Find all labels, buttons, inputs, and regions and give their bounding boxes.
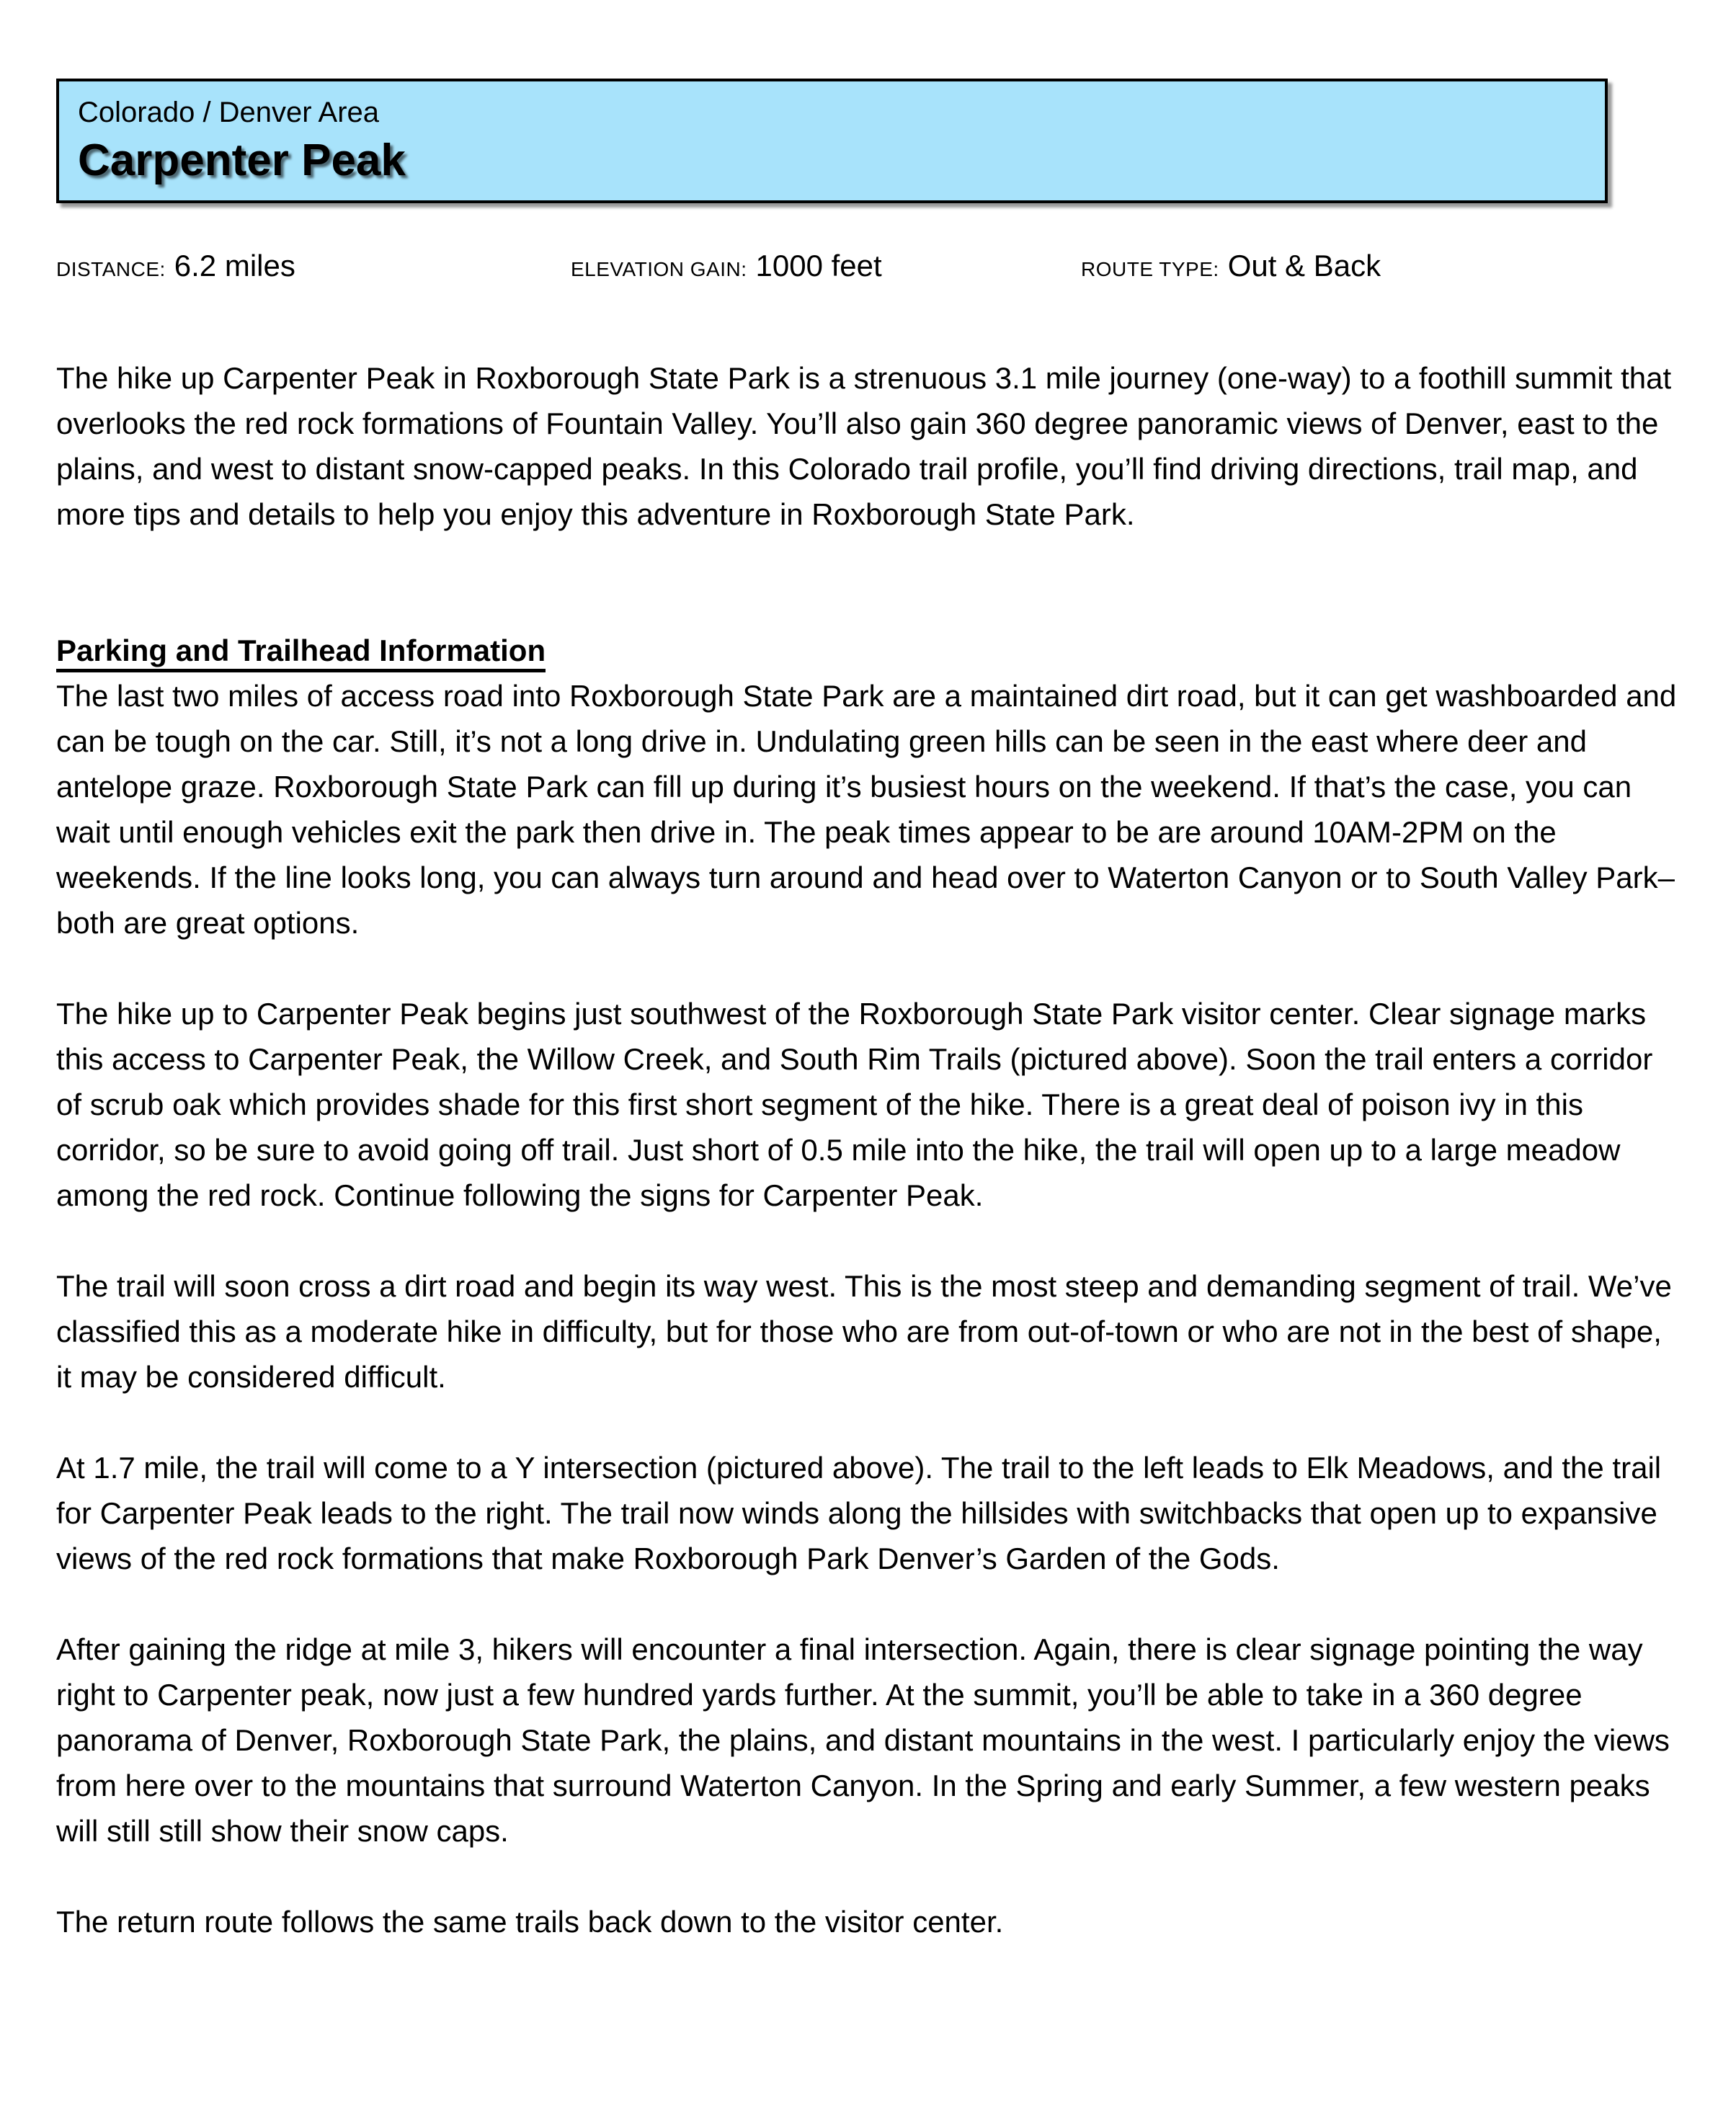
- stat-distance-value: 6.2 miles: [174, 249, 295, 283]
- trail-stats-row: [56, 249, 1685, 283]
- section-heading-parking: [56, 628, 1685, 673]
- intro-paragraph: The hike up Carpenter Peak in Roxborough State Park is a strenuous 3.1 mile journey (one-way) to a foothill summit that overlooks the red rock formations of Fountain Valley. You’ll also gain 360 degree panoramic views of Denver, east to the plains, and west to distant snow-capped peaks. In this Colorado trail profile, you’ll find driving directions, trail map, and more tips and details to help you enjoy this adventure in Roxborough State Park.: [56, 361, 1672, 531]
- document-body: [56, 355, 1685, 1944]
- stat-elevation-gain-value: 1000 feet: [755, 249, 882, 283]
- paragraph-return-route: The return route follows the same trails back down to the visitor center.: [56, 1905, 1004, 1939]
- paragraph-y-intersection: At 1.7 mile, the trail will come to a Y intersection (pictured above). The trail to the left leads to Elk Meadows, and the trail for Carpenter Peak leads to the right. The trail now winds along the hillsides with switchbacks that open up to expansive views of the red rock formations that make Roxborough Park Denver’s Garden of the Gods.: [56, 1451, 1662, 1575]
- header-box: [56, 79, 1608, 203]
- stat-route-type: [1081, 249, 1381, 283]
- stat-elevation-gain-label: ELEVATION GAIN:: [571, 258, 747, 280]
- stat-route-type-value: Out & Back: [1227, 249, 1381, 283]
- page-title: Carpenter Peak: [78, 135, 406, 185]
- section-heading-text: Parking and Trailhead Information: [56, 633, 546, 672]
- breadcrumb: Colorado / Denver Area: [78, 97, 380, 128]
- paragraph-summit: After gaining the ridge at mile 3, hikers will encounter a final intersection. Again, there is clear signage pointing the way right to Carpenter peak, now just a few hundred yards further. At the summit, you’ll be able to take in a 360 degree panorama of Denver, Roxborough State Park, the plains, and distant mountains in the west. I particularly enjoy the views from here over to the mountains that surround Waterton Canyon. In the Spring and early Summer, a few western peaks will still still show their snow caps.: [56, 1632, 1670, 1848]
- stat-elevation-gain: [571, 249, 1081, 283]
- paragraph-trailhead-start: The hike up to Carpenter Peak begins just southwest of the Roxborough State Park visitor center. Clear signage marks this access to Carpenter Peak, the Willow Creek, and South Rim Trails (pictured above). Soon the trail enters a corridor of scrub oak which provides shade for this first short segment of the hike. There is a great deal of poison ivy in this corridor, so be sure to avoid going off trail. Just short of 0.5 mile into the hike, the trail will open up to a large meadow among the red rock. Continue following the signs for Carpenter Peak.: [56, 997, 1653, 1212]
- paragraph-dirt-road-crossing: The trail will soon cross a dirt road and begin its way west. This is the most steep and demanding segment of trail. We’ve classified this as a moderate hike in difficulty, but for those who are from out-of-town or who are not in the best of shape, it may be considered difficult.: [56, 1269, 1672, 1394]
- stat-distance: [56, 249, 571, 283]
- stat-route-type-label: ROUTE TYPE:: [1081, 258, 1219, 280]
- paragraph-access-road: The last two miles of access road into Roxborough State Park are a maintained dirt road, but it can get washboarded and can be tough on the car. Still, it’s not a long drive in. Undulating green hills can be seen in the east where deer and antelope graze. Roxborough State Park can fill up during it’s busiest hours on the weekend. If that’s the case, you can wait until enough vehicles exit the park then drive in. The peak times appear to be are around 10AM-2PM on the weekends. If the line looks long, you can always turn around and head over to Waterton Canyon or to South Valley Park–both are great options.: [56, 679, 1677, 940]
- stat-distance-label: DISTANCE:: [56, 258, 166, 280]
